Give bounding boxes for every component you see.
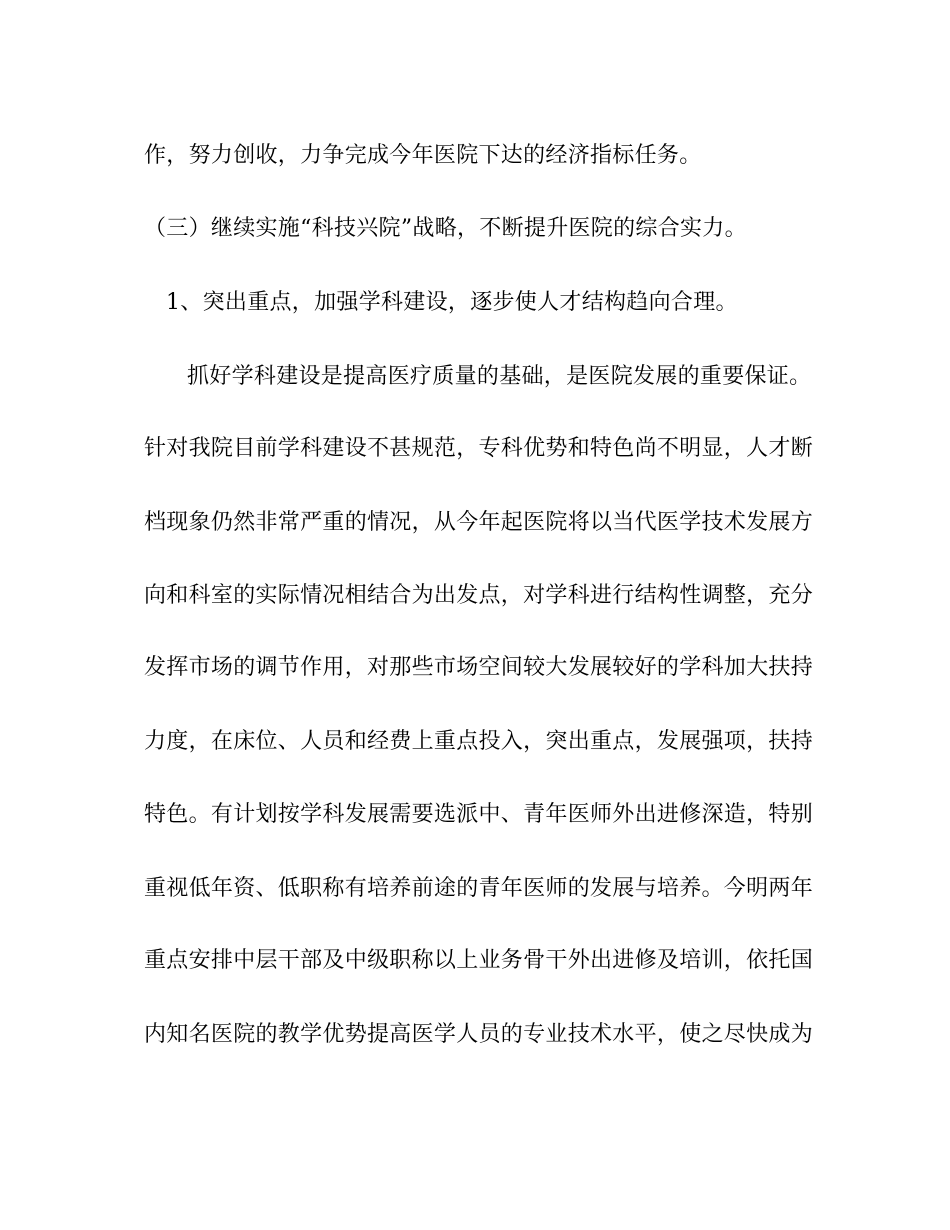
text-line-8: 发挥市场的调节作用，对那些市场空间较大发展较好的学科加大扶持 [144,655,814,680]
paragraph-first-line: 抓好学科建设是提高医疗质量的基础，是医院发展的重要保证。 [187,364,812,389]
text-line-11: 重视低年资、低职称有培养前途的青年医师的发展与培养。今明两年 [144,876,814,901]
subsection-heading-1: 1、突出重点，加强学科建设，逐步使人才结构趋向合理。 [166,290,738,315]
text-line-9: 力度，在床位、人员和经费上重点投入，突出重点，发展强项，扶持 [144,729,814,754]
text-line-5: 针对我院目前学科建设不甚规范，专科优势和特色尚不明显，人才断 [144,436,814,461]
text-line-10: 特色。有计划按学科发展需要选派中、青年医师外出进修深造，特别 [144,802,814,827]
text-line-1: 作，努力创收，力争完成今年医院下达的经济指标任务。 [144,143,702,168]
text-line-12: 重点安排中层干部及中级职称以上业务骨干外出进修及培训，依托国 [144,948,814,973]
text-line-6: 档现象仍然非常严重的情况，从今年起医院将以当代医学技术发展方 [144,510,814,535]
section-heading-3: （三）继续实施“科技兴院”战略，不断提升医院的综合实力。 [144,216,747,241]
text-line-7: 向和科室的实际情况相结合为出发点，对学科进行结构性调整，充分 [144,583,814,608]
text-line-13: 内知名医院的教学优势提高医学人员的专业技术水平，使之尽快成为 [144,1022,814,1047]
